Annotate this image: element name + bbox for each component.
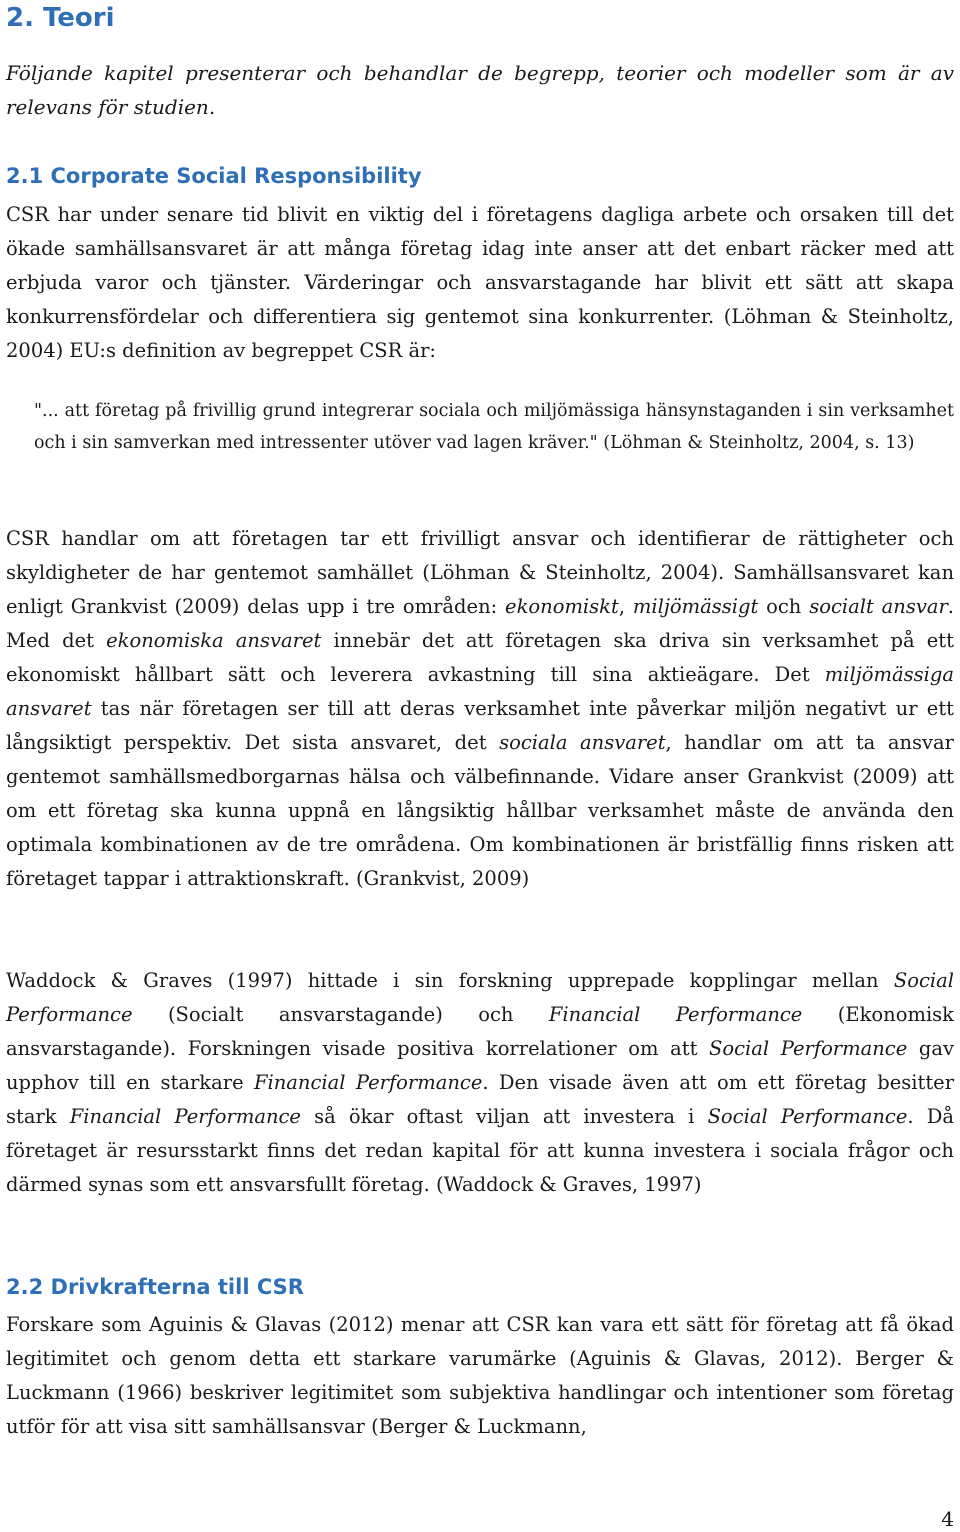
quote-eu-definition: "... att företag på frivillig grund integrerar sociala och miljömässiga hänsynstaganden i sin verksamhet och i sin samverkan med intressenter utöver vad lagen kräver." (Löhman & Steinholtz, 2004, s. 13) <box>34 401 954 453</box>
paragraph-waddock-graves: Waddock & Graves (1997) hittade i sin forskning upprepade kopplingar mellan Social Performance (Socialt ansvarstagande) och Financial Performance (Ekonomisk ansvarstagande). Forskningen visade positiva korrelationer om att Social Performance gav upphov till en starkare Financial Performance. Den visade även att om ett företag besitter stark Financial Performance så ökar oftast viljan att investera i Social Performance. Då företaget är resursstarkt finns det redan kapital för att kunna investera i sociala frågor och därmed synas som ett ansvarsfullt företag. (Waddock & Graves, 1997) <box>6 969 955 1196</box>
section-heading-csr: 2.1 Corporate Social Responsibility <box>6 164 422 188</box>
chapter-heading: 2. Teori <box>6 3 115 33</box>
chapter-intro: Följande kapitel presenterar och behandlar de begrepp, teorier och modeller som är av relevans för studien. <box>6 61 954 119</box>
page-number: 4 <box>941 1507 954 1531</box>
paragraph-csr-intro: CSR har under senare tid blivit en viktig del i företagens dagliga arbete och orsaken till det ökade samhällsansvaret är att många företag idag inte anser att det enbart räcker med att erbjuda varor och tjänster. Värderingar och ansvarstagande har blivit ett sätt att skapa konkurrensfördelar och differentiera sig gentemot sina konkurrenter. (Löhman & Steinholtz, 2004) EU:s definition av begreppet CSR är: <box>6 203 954 362</box>
paragraph-drivkrafter: Forskare som Aguinis & Glavas (2012) menar att CSR kan vara ett sätt för företag att få ökad legitimitet och genom detta ett starkare varumärke (Aguinis & Glavas, 2012). Berger & Luckmann (1966) beskriver legitimitet som subjektiva handlingar och intentioner som företag utför för att visa sitt samhällsansvar (Berger & Luckmann, <box>6 1313 954 1438</box>
section-heading-drivkrafter: 2.2 Drivkrafterna till CSR <box>6 1275 304 1299</box>
paragraph-csr-areas: CSR handlar om att företagen tar ett frivilligt ansvar och identifierar de rättigheter och skyldigheter de har gentemot samhället (Löhman & Steinholtz, 2004). Samhällsansvaret kan enligt Grankvist (2009) delas upp i tre områden: ekonomiskt, miljömässigt och socialt ansvar. Med det ekonomiska ansvaret innebär det att företagen ska driva sin verksamhet på ett ekonomiskt hållbart sätt och leverera avkastning till sina aktieägare. Det miljömässiga ansvaret tas när företagen ser till att deras verksamhet inte påverkar miljön negativt ur ett långsiktigt perspektiv. Det sista ansvaret, det sociala ansvaret, handlar om att ta ansvar gentemot samhällsmedborgarnas hälsa och välbefinnande. Vidare anser Grankvist (2009) att om ett företag ska kunna uppnå en långsiktig hållbar verksamhet måste de använda den optimala kombinationen av de tre områdena. Om kombinationen är bristfällig finns risken att företaget tappar i attraktionskraft. (Grankvist, 2009) <box>6 527 954 890</box>
